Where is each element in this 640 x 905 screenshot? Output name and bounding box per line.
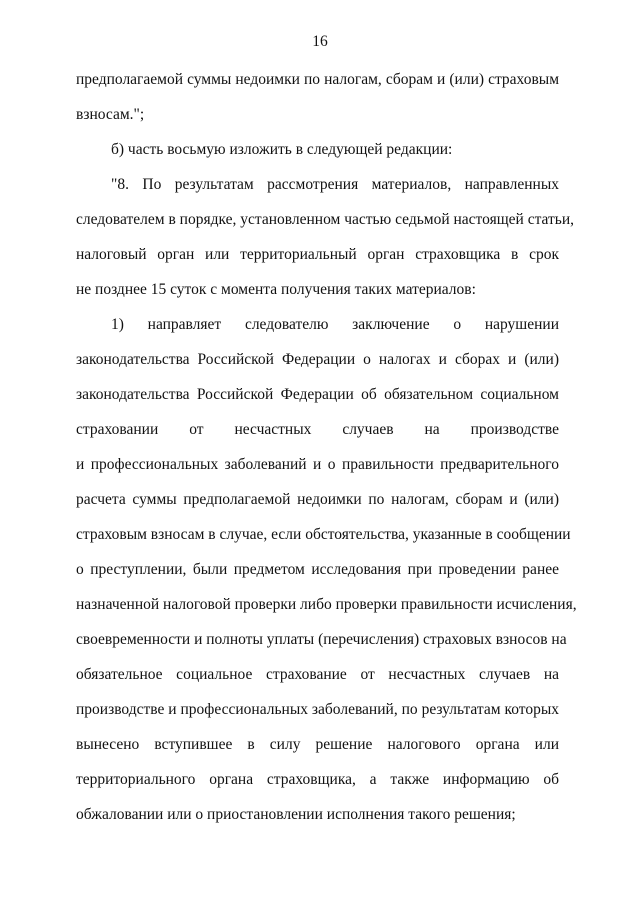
text-line-2: взносам.";	[76, 106, 145, 123]
text-line-20: вынесено вступившее в силу решение налогового органа или	[76, 736, 559, 753]
text-line-16: назначенной налоговой проверки либо проверки правильности исчисления,	[76, 596, 577, 613]
text-line-19: производстве и профессиональных заболеваний, по результатам которых	[76, 701, 559, 718]
text-line-13: расчета суммы предполагаемой недоимки по налогам, сборам и (или)	[76, 491, 559, 508]
text-line-10: законодательства Российской Федерации об обязательном социальном	[76, 386, 559, 403]
text-line-17: своевременности и полноты уплаты (перечисления) страховых взносов на	[76, 631, 567, 648]
text-line-4: "8. По результатам рассмотрения материалов, направленных	[111, 176, 559, 193]
text-line-7: не позднее 15 суток с момента получения таких материалов:	[76, 281, 476, 298]
text-line-3: б) часть восьмую изложить в следующей редакции:	[111, 141, 453, 158]
text-line-8: 1) направляет следователю заключение о нарушении	[111, 316, 559, 333]
text-line-6: налоговый орган или территориальный орган страховщика в срок	[76, 246, 559, 263]
text-line-1: предполагаемой суммы недоимки по налогам, сборам и (или) страховым	[76, 71, 559, 88]
text-line-12: и профессиональных заболеваний и о правильности предварительного	[76, 456, 559, 473]
text-line-5: следователем в порядке, установленном частью седьмой настоящей статьи,	[76, 211, 575, 228]
text-line-22: обжаловании или о приостановлении исполнения такого решения;	[76, 806, 516, 823]
page-number: 16	[312, 33, 328, 50]
text-line-18: обязательное социальное страхование от несчастных случаев на	[76, 666, 559, 683]
text-line-14: страховым взносам в случае, если обстоятельства, указанные в сообщении	[76, 526, 571, 543]
text-line-11: страховании от несчастных случаев на производстве	[76, 421, 559, 438]
text-line-9: законодательства Российской Федерации о налогах и сборах и (или)	[76, 351, 559, 368]
text-line-15: о преступлении, были предметом исследования при проведении ранее	[76, 561, 559, 578]
text-line-21: территориального органа страховщика, а также информацию об	[76, 771, 559, 788]
